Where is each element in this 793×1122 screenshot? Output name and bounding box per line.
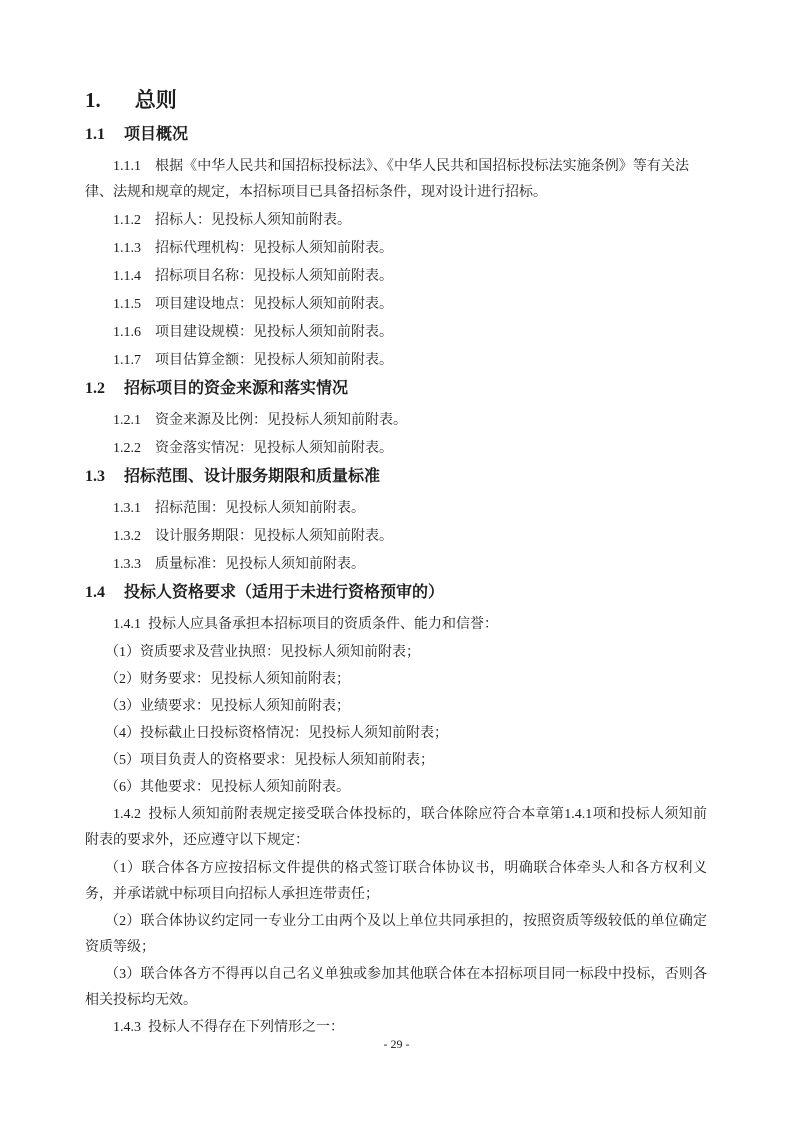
clause-1-2-1 — [85, 408, 707, 434]
clause-number: 1.1.7 — [113, 353, 141, 368]
subclause-1-4-2-item-2 — [85, 909, 707, 961]
clause-number: 1.1.3 — [113, 241, 141, 256]
subclause-1-4-1-item-2 — [85, 667, 707, 693]
section-heading-1-3 — [85, 464, 707, 490]
clause-number: 1.4.2 — [113, 807, 141, 822]
clause-number: 1.3.2 — [113, 529, 141, 544]
clause-1-1-1 — [85, 154, 707, 206]
clause-1-4-1 — [85, 612, 707, 638]
clause-text: 资金来源及比例：见投标人须知前附表。 — [155, 413, 407, 428]
clause-number: 1.1.2 — [113, 213, 141, 228]
page-number: - 29 - — [383, 1037, 410, 1051]
subclause-text: （1）联合体各方应按招标文件提供的格式签订联合体协议书，明确联合体牵头人和各方权利义务，并承诺就中标项目向招标人承担连带责任； — [85, 861, 707, 902]
section-number: 1.1 — [85, 126, 105, 143]
clause-text: 设计服务期限：见投标人须知前附表。 — [155, 529, 393, 544]
clause-text: 投标人不得存在下列情形之一： — [148, 1020, 344, 1035]
subclause-1-4-1-item-5 — [85, 748, 707, 774]
subclause-1-4-1-item-6 — [85, 775, 707, 801]
subclause-text: （4）投标截止日投标资格情况：见投标人须知前附表； — [105, 726, 448, 741]
clause-text: 投标人应具备承担本招标项目的资质条件、能力和信誉： — [148, 617, 498, 632]
document-body — [85, 84, 707, 1043]
clause-text: 招标项目名称：见投标人须知前附表。 — [155, 269, 393, 284]
clause-number: 1.2.1 — [113, 413, 141, 428]
clause-1-1-2 — [85, 208, 707, 234]
section-number: 1.4 — [85, 584, 105, 601]
clause-text: 项目建设规模：见投标人须知前附表。 — [155, 325, 393, 340]
section-number: 1.3 — [85, 468, 105, 485]
clause-text: 招标代理机构：见投标人须知前附表。 — [155, 241, 393, 256]
clause-number: 1.1.4 — [113, 269, 141, 284]
clause-1-3-1 — [85, 496, 707, 522]
subclause-text: （5）项目负责人的资格要求：见投标人须知前附表； — [105, 753, 434, 768]
clause-number: 1.1.1 — [113, 159, 141, 174]
chapter-heading — [85, 84, 707, 116]
clause-number: 1.2.2 — [113, 441, 141, 456]
subclause-text: （6）其他要求：见投标人须知前附表。 — [105, 780, 350, 795]
subclause-1-4-1-item-4 — [85, 721, 707, 747]
section-title: 项目概况 — [124, 126, 189, 143]
clause-text: 资金落实情况：见投标人须知前附表。 — [155, 441, 393, 456]
clause-text: 项目建设地点：见投标人须知前附表。 — [155, 297, 393, 312]
clause-1-1-3 — [85, 236, 707, 262]
section-title: 招标项目的资金来源和落实情况 — [124, 380, 349, 397]
subclause-text: （1）资质要求及营业执照：见投标人须知前附表； — [105, 645, 420, 660]
clause-1-1-5 — [85, 292, 707, 318]
clause-number: 1.1.6 — [113, 325, 141, 340]
clause-number: 1.3.1 — [113, 501, 141, 516]
section-heading-1-2 — [85, 376, 707, 402]
clause-1-2-2 — [85, 436, 707, 462]
subclause-text: （2）联合体协议约定同一专业分工由两个及以上单位共同承担的，按照资质等级较低的单位确定资质等级； — [85, 914, 707, 955]
clause-number: 1.4.1 — [113, 617, 141, 632]
subclause-text: （3）业绩要求：见投标人须知前附表； — [105, 699, 350, 714]
subclause-1-4-2-item-3 — [85, 962, 707, 1014]
clause-number: 1.1.5 — [113, 297, 141, 312]
clause-1-1-4 — [85, 264, 707, 290]
subclause-1-4-1-item-1 — [85, 640, 707, 666]
clause-1-1-7 — [85, 348, 707, 374]
clause-1-1-6 — [85, 320, 707, 346]
section-number: 1.2 — [85, 380, 105, 397]
clause-text: 招标人：见投标人须知前附表。 — [155, 213, 351, 228]
section-title: 招标范围、设计服务期限和质量标准 — [124, 468, 381, 485]
subclause-1-4-1-item-3 — [85, 694, 707, 720]
section-title: 投标人资格要求（适用于未进行资格预审的） — [124, 584, 445, 601]
chapter-title: 总则 — [134, 88, 177, 112]
subclause-text: （3）联合体各方不得再以自己名义单独或参加其他联合体在本招标项目同一标段中投标，否则各相关投标均无效。 — [85, 967, 707, 1008]
clause-number: 1.4.3 — [113, 1020, 141, 1035]
clause-text: 质量标准：见投标人须知前附表。 — [155, 557, 365, 572]
clause-1-4-2 — [85, 802, 707, 854]
subclause-1-4-2-item-1 — [85, 856, 707, 908]
section-heading-1-4 — [85, 580, 707, 606]
clause-1-3-3 — [85, 552, 707, 578]
subclause-text: （2）财务要求：见投标人须知前附表； — [105, 672, 350, 687]
clause-text: 招标范围：见投标人须知前附表。 — [155, 501, 365, 516]
section-heading-1-1 — [85, 122, 707, 148]
clause-text: 项目估算金额：见投标人须知前附表。 — [155, 353, 393, 368]
clause-number: 1.3.3 — [113, 557, 141, 572]
clause-text: 投标人须知前附表规定接受联合体投标的，联合体除应符合本章第1.4.1项和投标人须知前附表的要求外，还应遵守以下规定： — [85, 807, 707, 848]
clause-text: 根据《中华人民共和国招标投标法》、《中华人民共和国招标投标法实施条例》等有关法律、法规和规章的规定，本招标项目已具备招标条件，现对设计进行招标。 — [85, 159, 689, 200]
clause-1-3-2 — [85, 524, 707, 550]
chapter-number: 1. — [85, 88, 101, 112]
